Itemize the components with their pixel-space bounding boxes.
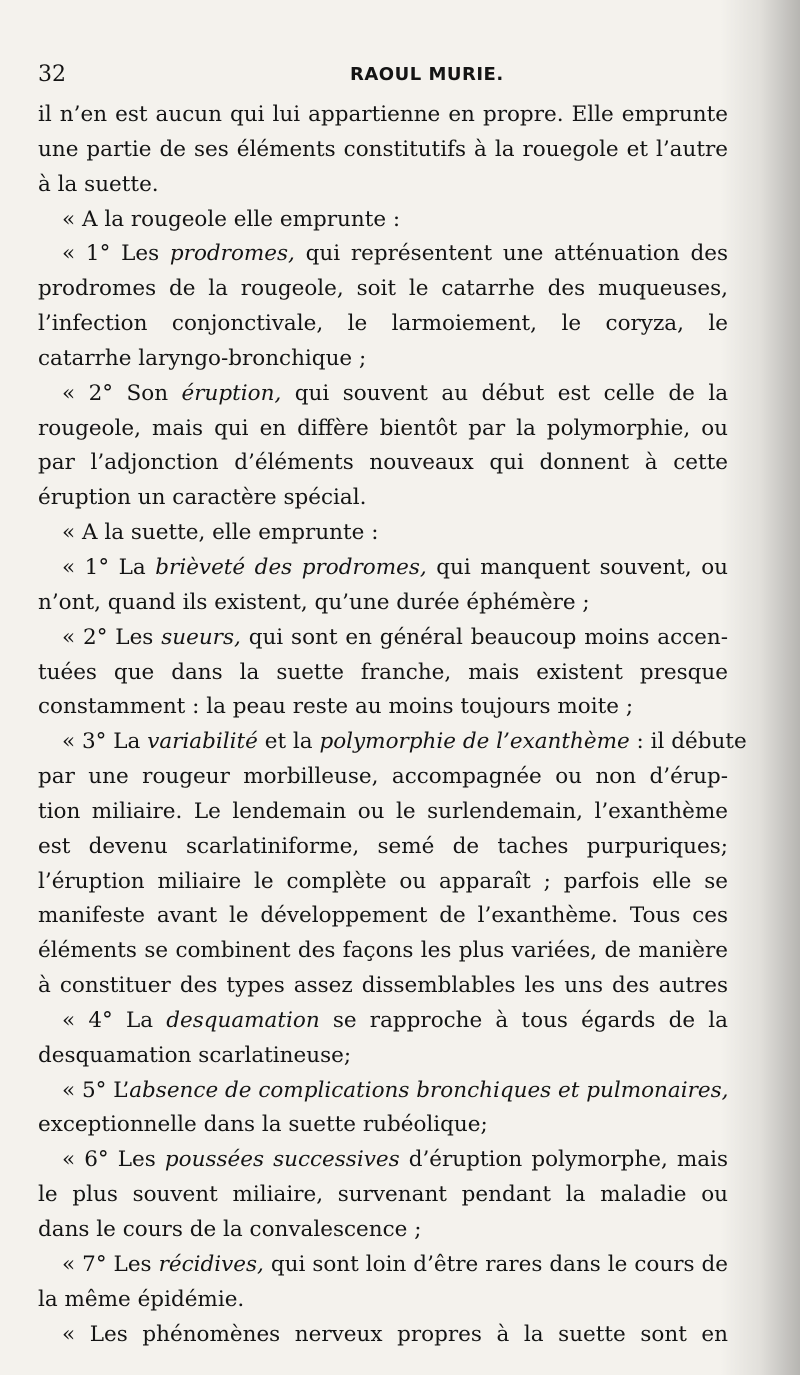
italic-phrase: absence de complications bronchiques et pulmonaires,: [129, 1077, 729, 1103]
page-number: 32: [38, 62, 66, 87]
text-line: [38, 586, 728, 621]
text-line: [38, 1004, 728, 1039]
text-run: : il débute: [629, 729, 747, 755]
text-run: une partie de ses éléments constitutifs à la rouegole et l’autre: [38, 136, 728, 162]
body-text: [38, 98, 747, 1352]
text-run: à constituer des types assez dissemblables les uns des autres: [38, 973, 728, 999]
text-run: à la suette.: [38, 171, 159, 197]
text-line: [38, 830, 728, 865]
italic-phrase: desquamation: [166, 1007, 320, 1033]
text-run: desquamation scarlatineuse;: [38, 1042, 352, 1068]
text-run: qui sont en général beaucoup moins accen-: [240, 624, 728, 650]
italic-phrase: éruption,: [181, 380, 282, 406]
text-run: « 4° La: [62, 1007, 167, 1033]
text-run: « 1° Les: [62, 241, 170, 267]
text-line: [38, 342, 728, 377]
text-run: et la: [257, 729, 320, 755]
text-line: [38, 272, 728, 307]
text-line: [38, 795, 728, 830]
text-line: [38, 1248, 728, 1283]
italic-phrase: prodromes,: [169, 241, 295, 267]
text-run: catarrhe laryngo-bronchique ;: [38, 345, 367, 371]
italic-phrase: polymorphie de l’exanthème: [319, 729, 630, 755]
text-run: qui souvent au début est celle de la: [281, 380, 729, 406]
text-line: [38, 98, 728, 133]
text-run: « 7° Les: [62, 1251, 159, 1277]
text-run: manifeste avant le développement de l’exanthème. Tous ces: [38, 903, 728, 929]
text-run: constamment : la peau reste au moins toujours moite ;: [38, 694, 634, 720]
text-line: [38, 168, 728, 203]
text-run: prodromes de la rougeole, soit le catarrhe des muqueuses,: [38, 276, 728, 302]
text-line: [38, 481, 728, 516]
text-line: [38, 412, 728, 447]
text-line: [38, 899, 728, 934]
text-run: « Les phénomènes nerveux propres à la suette sont en: [62, 1321, 728, 1347]
page-header: [38, 62, 728, 90]
text-run: qui manquent souvent, ou: [426, 554, 728, 580]
italic-phrase: récidives,: [158, 1251, 264, 1277]
italic-phrase: sueurs,: [161, 624, 241, 650]
text-run: par une rougeur morbilleuse, accompagnée ou non d’érup-: [38, 764, 728, 790]
text-run: « 2° Son: [62, 380, 182, 406]
text-line: [38, 1318, 728, 1353]
text-line: [38, 934, 728, 969]
text-line: [38, 133, 728, 168]
text-run: exceptionnelle dans la suette rubéolique;: [38, 1112, 488, 1138]
text-line: [38, 1039, 728, 1074]
text-run: éléments se combinent des façons les plus variées, de manière: [38, 938, 728, 964]
text-run: « 5° L’: [62, 1077, 130, 1103]
text-line: [38, 690, 728, 725]
text-run: tion miliaire. Le lendemain ou le surlendemain, l’exanthème: [38, 798, 728, 824]
text-line: [38, 237, 728, 272]
text-line: [38, 1178, 728, 1213]
text-line: [38, 656, 728, 691]
text-line: [38, 865, 728, 900]
text-run: dans le cours de la convalescence ;: [38, 1217, 422, 1242]
text-run: « A la rougeole elle emprunte :: [62, 206, 401, 232]
text-run: est devenu scarlatiniforme, semé de taches purpuriques;: [38, 833, 728, 859]
text-run: « 2° Les: [62, 624, 162, 650]
text-line: [38, 203, 728, 238]
italic-phrase: poussées successives: [164, 1147, 400, 1173]
text-run: le plus souvent miliaire, survenant pendant la maladie ou: [38, 1182, 728, 1208]
text-run: l’infection conjonctivale, le larmoiement, le coryza, le: [38, 311, 728, 337]
text-run: « 6° Les: [62, 1147, 165, 1173]
text-run: par l’adjonction d’éléments nouveaux qui donnent à cette: [38, 450, 728, 476]
text-line: [38, 377, 728, 412]
text-line: [38, 551, 728, 586]
text-run: tuées que dans la suette franche, mais existent presque: [38, 659, 728, 685]
text-line: [38, 1143, 728, 1178]
text-run: qui représentent une atténuation des: [294, 241, 728, 267]
text-run: d’éruption polymorphe, mais: [399, 1147, 729, 1173]
text-run: « 3° La: [62, 729, 148, 755]
italic-phrase: brièveté des prodromes,: [155, 554, 427, 580]
text-line: [38, 1213, 728, 1248]
text-run: « 1° La: [62, 554, 156, 580]
text-run: la même épidémie.: [38, 1286, 245, 1312]
text-line: [38, 725, 747, 760]
text-line: [38, 516, 728, 551]
text-run: éruption un caractère spécial.: [38, 485, 367, 511]
running-head: RAOUL MURIE.: [350, 64, 504, 85]
text-line: [38, 760, 728, 795]
text-run: « A la suette, elle emprunte :: [62, 520, 379, 546]
text-run: rougeole, mais qui en diffère bientôt par la polymorphie, ou: [38, 415, 728, 441]
text-line: [38, 446, 728, 481]
text-run: il n’en est aucun qui lui appartienne en propre. Elle emprunte: [38, 102, 728, 127]
text-line: [38, 307, 728, 342]
text-line: [38, 969, 728, 1004]
text-run: se rapproche à tous égards de la: [319, 1007, 728, 1033]
text-line: [38, 1283, 728, 1318]
text-line: [38, 621, 728, 656]
text-line: [38, 1108, 728, 1143]
text-line: [38, 1074, 728, 1109]
text-run: qui sont loin d’être rares dans le cours de: [263, 1251, 728, 1277]
text-run: l’éruption miliaire le complète ou apparaît ; parfois elle se: [38, 868, 728, 894]
italic-phrase: variabilité: [147, 729, 258, 755]
text-run: n’ont, quand ils existent, qu’une durée éphémère ;: [38, 589, 590, 615]
